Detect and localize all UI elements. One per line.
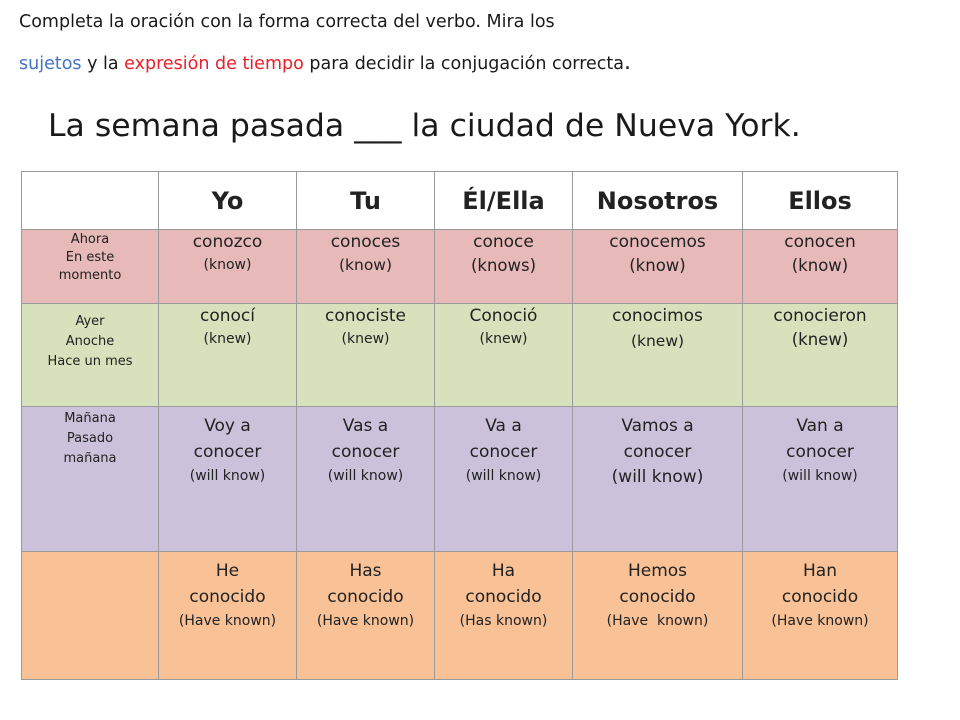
header-el-ella: Él/Ella <box>435 172 573 230</box>
conj-cell <box>573 552 743 680</box>
expresion-highlight: expresión de tiempo <box>124 54 304 74</box>
translation: (knew) <box>791 330 849 349</box>
conj-cell <box>159 304 297 407</box>
header-row <box>22 172 898 230</box>
time-expressions-future <box>22 407 159 552</box>
translation: (will know) <box>782 468 858 484</box>
verb-form: conocí <box>200 306 255 326</box>
conj-cell <box>573 407 743 552</box>
instruction-period: . <box>623 50 631 75</box>
verb-form-aux: Vamos a <box>621 416 694 436</box>
header-tu: Tu <box>297 172 435 230</box>
time-expressions-past <box>22 304 159 407</box>
preterite-row <box>22 304 898 407</box>
prompt-sentence: La semana pasada ___ la ciudad de Nueva York. <box>48 108 801 144</box>
verb-form-inf: conocer <box>469 442 538 462</box>
verb-form-aux: Han <box>803 561 837 581</box>
translation: (knows) <box>470 256 537 275</box>
header-yo: Yo <box>159 172 297 230</box>
translation: (knew) <box>203 331 252 347</box>
conj-cell <box>435 407 573 552</box>
verb-form-participle: conocido <box>465 587 542 607</box>
verb-form-aux: Vas a <box>342 416 389 436</box>
conj-cell <box>743 304 898 407</box>
conjugation-table <box>21 171 898 680</box>
translation: (knew) <box>341 331 390 347</box>
header-ellos: Ellos <box>743 172 898 230</box>
verb-form-inf: conocer <box>193 442 262 462</box>
present-row <box>22 230 898 304</box>
conj-cell <box>743 230 898 304</box>
conj-cell <box>297 304 435 407</box>
time-pasado: Pasado <box>66 431 114 446</box>
time-momento: momento <box>58 268 122 283</box>
translation: (knew) <box>630 332 685 350</box>
time-hace-un-mes: Hace un mes <box>47 354 133 369</box>
translation: (know) <box>203 257 252 273</box>
time-expressions-perfect <box>22 552 159 680</box>
translation: (know) <box>791 256 849 275</box>
verb-form-aux: Has <box>349 561 382 581</box>
conj-cell <box>159 552 297 680</box>
time-en-este: En este <box>65 250 115 265</box>
conj-cell <box>743 552 898 680</box>
verb-form-inf: conocer <box>331 442 400 462</box>
translation: (Have known) <box>178 613 277 629</box>
conj-cell <box>435 552 573 680</box>
conj-cell <box>297 230 435 304</box>
verb-form-aux: Van a <box>796 416 844 436</box>
verb-form-participle: conocido <box>781 587 859 607</box>
future-row <box>22 407 898 552</box>
time-manana: Mañana <box>64 411 116 426</box>
time-ahora: Ahora <box>70 232 110 247</box>
verb-form-aux: Va a <box>485 416 522 436</box>
conj-cell <box>297 552 435 680</box>
instruction-line-2 <box>19 52 631 75</box>
verb-form: conocen <box>784 232 856 252</box>
instruction-line-1: Completa la oración con la forma correcta del verbo. Mira los <box>19 12 555 32</box>
time-ayer: Ayer <box>75 314 105 329</box>
conj-cell <box>573 230 743 304</box>
instruction-text-a: y la <box>81 54 125 74</box>
verb-form-aux: Voy a <box>204 416 251 436</box>
conj-cell <box>743 407 898 552</box>
time-anoche: Anoche <box>65 334 115 349</box>
translation: (will know) <box>189 468 266 484</box>
verb-form: conoce <box>473 232 534 252</box>
verb-form: conozco <box>192 232 263 252</box>
conj-cell <box>159 407 297 552</box>
verb-form-participle: conocido <box>327 587 404 607</box>
verb-form-aux: He <box>215 561 240 581</box>
verb-form-participle: conocido <box>619 587 696 607</box>
verb-form-aux: Hemos <box>627 561 688 581</box>
verb-form-inf: conocer <box>786 442 854 462</box>
translation: (will know) <box>611 467 704 487</box>
verb-form: conoces <box>330 232 401 252</box>
translation: (will know) <box>465 468 542 484</box>
sujetos-highlight: sujetos <box>19 54 82 74</box>
translation: (know) <box>338 256 393 274</box>
verb-form: conociste <box>325 306 406 326</box>
translation: (Have known) <box>316 613 415 629</box>
verb-form: conocieron <box>773 306 867 326</box>
header-corner <box>22 172 159 230</box>
translation: (will know) <box>327 468 404 484</box>
verb-form: conocemos <box>609 232 706 252</box>
translation: (Have known) <box>606 613 709 629</box>
conj-cell <box>297 407 435 552</box>
translation: (Has known) <box>459 613 548 629</box>
header-nosotros: Nosotros <box>573 172 743 230</box>
translation: (knew) <box>479 331 528 347</box>
translation: (know) <box>629 256 686 275</box>
instruction-text-b: para decidir la conjugación correcta <box>303 54 624 74</box>
conj-cell <box>159 230 297 304</box>
translation: (Have known) <box>771 613 869 629</box>
verb-form-participle: conocido <box>189 587 266 607</box>
verb-form-aux: Ha <box>491 561 516 581</box>
verb-form: conocimos <box>612 306 703 326</box>
conj-cell <box>573 304 743 407</box>
conj-cell <box>435 304 573 407</box>
conj-cell <box>435 230 573 304</box>
verb-form: Conoció <box>469 306 538 326</box>
verb-form-inf: conocer <box>623 442 692 462</box>
present-perfect-row <box>22 552 898 680</box>
time-expressions-present <box>22 230 159 304</box>
time-manana-2: mañana <box>63 451 117 466</box>
